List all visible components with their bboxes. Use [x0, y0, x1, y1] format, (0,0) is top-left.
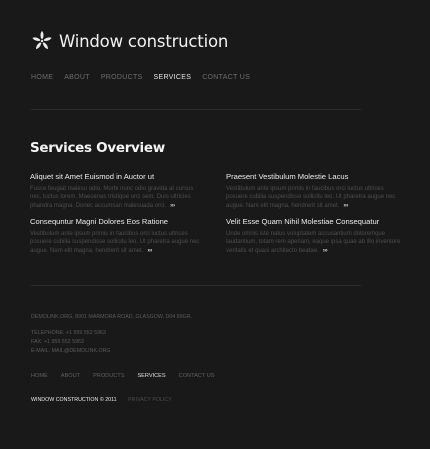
header-divider: [31, 109, 361, 110]
service-item: [226, 172, 401, 210]
footer-nav-about[interactable]: ABOUT: [60, 373, 81, 379]
copyright-bar: [31, 397, 172, 403]
service-item: [30, 217, 205, 255]
service-title[interactable]: Velit Esse Quam Nihil Molestiae Consequatur: [226, 217, 380, 226]
footer-telephone: TELEPHONE: +1 959 552 5963: [31, 330, 106, 336]
content-divider: [31, 285, 361, 286]
nav-contact-us[interactable]: CONTACT US: [202, 74, 251, 81]
footer-nav: [31, 373, 227, 379]
footer-fax: FAX: +1 959 552 5963: [31, 339, 84, 345]
service-item: [226, 217, 401, 255]
footer-address: DEMOLINK.ORG, 8901 MARMORA ROAD, GLASGOW, D04 89GR.: [31, 314, 193, 320]
read-more-arrows-icon[interactable]: ›››: [322, 247, 328, 254]
read-more-arrows-icon[interactable]: ›››: [170, 202, 175, 209]
main-nav: [31, 74, 261, 81]
nav-about[interactable]: ABOUT: [64, 74, 90, 81]
privacy-policy-link[interactable]: PRIVACY POLICY: [128, 397, 172, 403]
copyright-text: WINDOW CONSTRUCTION © 2011: [31, 397, 117, 403]
nav-home[interactable]: HOME: [31, 74, 54, 81]
read-more-arrows-icon[interactable]: ›››: [343, 202, 348, 209]
page-heading: Services Overview: [30, 140, 165, 156]
footer-nav-home[interactable]: HOME: [31, 373, 48, 379]
footer-nav-services[interactable]: SERVICES: [137, 373, 166, 379]
nav-services[interactable]: SERVICES: [153, 74, 192, 81]
service-text: Unde omnis iste natus voluptatem accusantium doloremque laudantium, totam rem aperiam, eaque ipsa quae ab illo inventore veritatis et quasi architecto beatae. ›››: [226, 231, 401, 254]
footer-nav-products[interactable]: PRODUCTS: [93, 373, 125, 379]
service-title[interactable]: Aliquet sit Amet Euismod in Auctor ut: [30, 172, 155, 181]
service-title[interactable]: Praesent Vestibulum Molestie Lacus: [226, 172, 349, 181]
service-text: Vestibulum ante ipsum primis in faucibus orci luctus ultrices posuere cubilia suspendisse sollicitu leo. Ut pharetra augue nec augue. Nam elit magna, hendrerit sit amet. ›››: [226, 186, 396, 209]
service-title[interactable]: Consequntur Magni Dolores Eos Ratione: [30, 217, 169, 226]
service-text: Vestibulum ante ipsum primis in faucibus orci luctus ultrices posuere cubilia suspendisse sollicitu leo. Ut pharetra augue nec augue. Nam elit magna, hendrerit sit amet. ›››: [30, 231, 200, 254]
footer-nav-contact-us[interactable]: CONTACT US: [178, 373, 215, 379]
flower-star-icon[interactable]: [31, 30, 53, 52]
service-item: [30, 172, 205, 210]
nav-products[interactable]: PRODUCTS: [100, 74, 143, 81]
site-title[interactable]: Window construction: [59, 32, 229, 51]
read-more-arrows-icon[interactable]: ›››: [147, 247, 152, 254]
footer-email[interactable]: E-MAIL: MAIL@DEMOLINK.ORG: [31, 348, 111, 354]
service-text: Fusce feugiat malesu odio. Morbi nunc odio gravida at cursus nec, luctus lorem. Maecenas tristique orci sem. Duis ultricies pharetra magna. Donec accumsan malesuada orci. ›››: [30, 186, 194, 209]
